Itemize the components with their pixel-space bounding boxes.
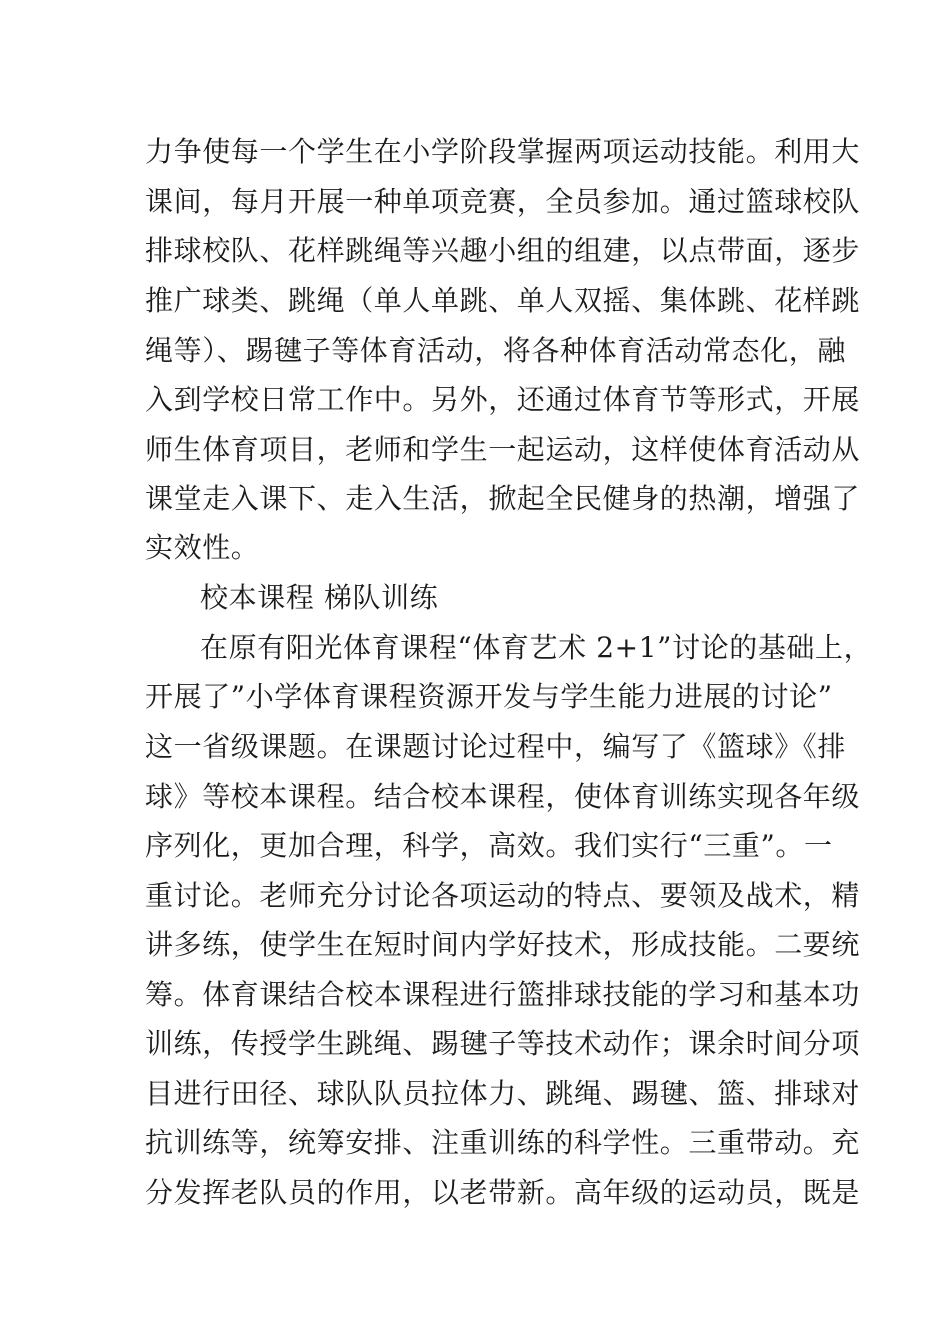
text-line: 绳等）、踢毽子等体育活动，将各种体育活动常态化，融	[145, 334, 847, 367]
text-line: 在原有阳光体育课程“体育艺术 2+1”讨论的基础上，	[200, 631, 873, 664]
text-line: 排球校队、花样跳绳等兴趣小组的组建，以点带面，逐步	[145, 234, 861, 267]
text-line: 重讨论。老师充分讨论各项运动的特点、要领及战术，精	[145, 879, 861, 912]
text-line: 入到学校日常工作中。另外，还通过体育节等形式，开展	[145, 383, 861, 416]
text-line: 实效性。	[145, 531, 260, 564]
text-line: 序列化，更加合理，科学，高效。我们实行“三重”。一	[145, 829, 833, 862]
section-heading: 校本课程 梯队训练	[200, 581, 439, 614]
text-line: 目进行田径、球队队员拉体力、跳绳、踢毽、篮、排球对	[145, 1077, 861, 1110]
text-line: 课间，每月开展一种单项竞赛，全员参加。通过篮球校队	[145, 185, 861, 218]
text-line: 力争使每一个学生在小学阶段掌握两项运动技能。利用大	[145, 135, 861, 168]
text-line: 训练，传授学生跳绳、踢毽子等技术动作；课余时间分项	[145, 1027, 861, 1060]
text-line: 分发挥老队员的作用，以老带新。高年级的运动员，既是	[145, 1176, 861, 1209]
text-line: 开展了”小学体育课程资源开发与学生能力进展的讨论”	[145, 680, 833, 713]
text-line: 推广球类、跳绳（单人单跳、单人双摇、集体跳、花样跳	[145, 284, 861, 317]
text-line: 课堂走入课下、走入生活，掀起全民健身的热潮，增强了	[145, 482, 861, 515]
text-line: 这一省级课题。在课题讨论过程中，编写了《篮球》《排	[145, 730, 847, 763]
text-line: 师生体育项目，老师和学生一起运动，这样使体育活动从	[145, 433, 861, 466]
text-line: 球》等校本课程。结合校本课程，使体育训练实现各年级	[145, 780, 861, 813]
text-line: 讲多练，使学生在短时间内学好技术，形成技能。二要统	[145, 928, 861, 961]
text-line: 筹。体育课结合校本课程进行篮排球技能的学习和基本功	[145, 978, 861, 1011]
text-line: 抗训练等，统筹安排、注重训练的科学性。三重带动。充	[145, 1126, 861, 1159]
